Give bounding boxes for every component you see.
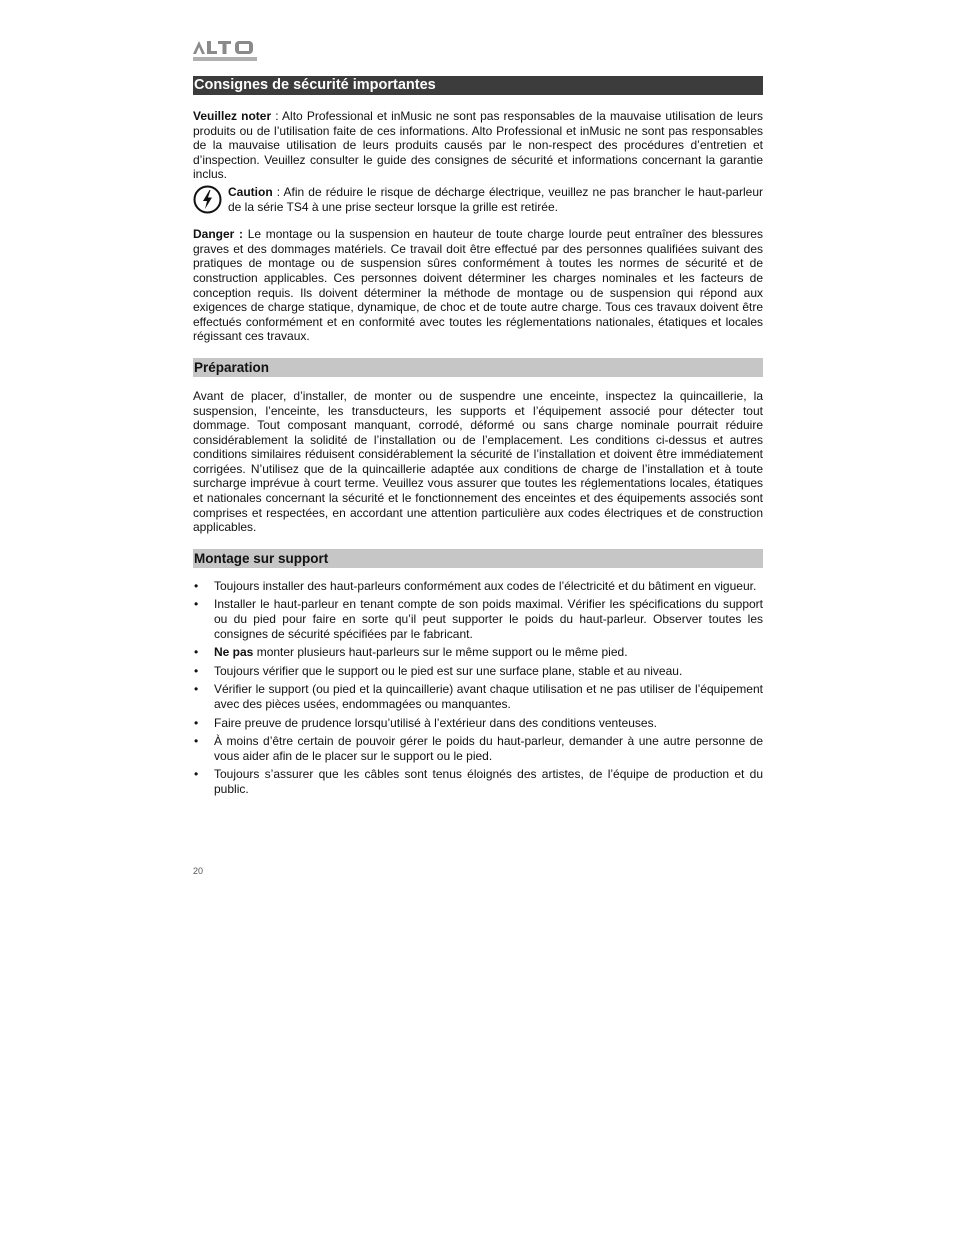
bullet: •	[194, 663, 199, 678]
mounting-list	[193, 579, 763, 797]
list-item	[193, 597, 763, 641]
danger-label: Danger :	[193, 227, 244, 242]
bullet: •	[194, 715, 199, 730]
section-title-safety: Consignes de sécurité importantes	[193, 76, 763, 95]
list-item-text: À moins d’être certain de pouvoir gérer le poids du haut-parleur, demander à une autre personne de vous aider afin de le placer sur le support ou le pied.	[214, 734, 763, 763]
list-item	[193, 579, 763, 594]
list-item	[193, 664, 763, 679]
section-title-mounting: Montage sur support	[193, 549, 763, 568]
list-item	[193, 767, 763, 796]
document-page	[193, 76, 763, 801]
danger-paragraph	[193, 227, 763, 344]
caution-block	[193, 185, 763, 214]
list-item	[193, 734, 763, 763]
note-text: : Alto Professional et inMusic ne sont pas responsables de la mauvaise utilisation de leurs produits ou de l’utilisation faite de ces informations. Alto Professional et inMusic ne sont pas responsables de la mauvaise utilisation de leurs produits causés par le non-respect des procédures d’entretien et d’inspection. Veuillez consulter le guide des consignes de sécurité et informations concernant la garantie inclus.	[193, 109, 764, 182]
list-item	[193, 682, 763, 711]
list-item	[193, 645, 763, 660]
note-paragraph	[193, 109, 763, 182]
list-item-text: Toujours installer des haut-parleurs conformément aux codes de l’électricité et du bâtiment en vigueur.	[214, 578, 757, 593]
danger-text: Le montage ou la suspension en hauteur de toute charge lourde peut entraîner des blessures graves et des dommages matériels. Ce travail doit être effectué par des personnes qualifiées suivant des pratiques de montage ou de suspension sûres conformément à toutes les normes de sécurité et de construction applicables. Ces personnes doivent déterminer les charges nominales et les facteurs de conception requis. Ils doivent déterminer la méthode de montage ou de suspension qui répond aux exigences de charge statique, dynamique, de choc et de toute autre charge. Tous ces travaux doivent être effectués conformément et en conformité avec toutes les réglementations nationales, étatiques et locales régissant ces travaux.	[193, 227, 763, 344]
list-item	[193, 716, 763, 731]
caution-label: Caution	[228, 184, 273, 199]
preparation-paragraph: Avant de placer, d’installer, de monter ou de suspendre une enceinte, inspectez la quincaillerie, la suspension, l’enceinte, les transducteurs, les supports et l’équipement associé pour détecter tout dommage. Tout composant manquant, corrodé, déformé ou sans charge nominale pourrait réduire considérablement la solidité de l’installation ou de l’emplacement. Les conditions ci-dessus et autres conditions similaires réduisent considérablement la sécurité de l’installation et doivent être immédiatement corrigées. N’utilisez que de la quincaillerie adaptée aux conditions de charge de l’installation et à toute surcharge imprévue à court terme. Veuillez vous assurer que toutes les réglementations locales, étatiques et nationales concernant la sécurité et le fonctionnement des enceintes et des équipements associés sont comprises et respectées, en accordant une attention particulière aux codes électriques et de construction applicables.	[193, 388, 763, 535]
caution-text: : Afin de réduire le risque de décharge électrique, veuillez ne pas brancher le haut-parleur de la série TS4 à une prise secteur lorsque la grille est retirée.	[228, 184, 763, 214]
bullet: •	[194, 682, 199, 697]
bullet: •	[194, 578, 199, 593]
list-item-bold: Ne pas	[214, 645, 254, 660]
note-label: Veuillez noter	[193, 109, 272, 123]
list-item-text: monter plusieurs haut-parleurs sur le même support ou le même pied.	[253, 645, 628, 660]
list-item-text: Vérifier le support (ou pied et la quincaillerie) avant chaque utilisation et ne pas utiliser de l’équipement avec des pièces usées, endommagées ou manquantes.	[214, 682, 763, 711]
bullet: •	[194, 734, 199, 749]
alto-logo	[193, 40, 259, 62]
page-number: 20	[193, 866, 204, 876]
list-item-text: Toujours s’assurer que les câbles sont tenus éloignés des artistes, de l’équipe de production et du public.	[214, 767, 763, 796]
bullet: •	[194, 645, 199, 660]
list-item-text: Toujours vérifier que le support ou le pied est sur une surface plane, stable et au niveau.	[214, 663, 683, 678]
caution-paragraph	[228, 185, 763, 214]
section-title-preparation: Préparation	[193, 358, 763, 377]
list-item-text: Faire preuve de prudence lorsqu’utilisé à l’extérieur dans des conditions venteuses.	[214, 715, 657, 730]
bullet: •	[194, 597, 199, 612]
bullet: •	[194, 767, 199, 782]
list-item-text: Installer le haut-parleur en tenant compte de son poids maximal. Vérifier les spécifications du support ou du pied pour faire en sorte qu’il peut supporter le poids du haut-parleur. Observer toutes les consignes de sécurité spécifiées par le fabricant.	[214, 597, 763, 641]
lightning-bolt-icon	[193, 185, 222, 214]
